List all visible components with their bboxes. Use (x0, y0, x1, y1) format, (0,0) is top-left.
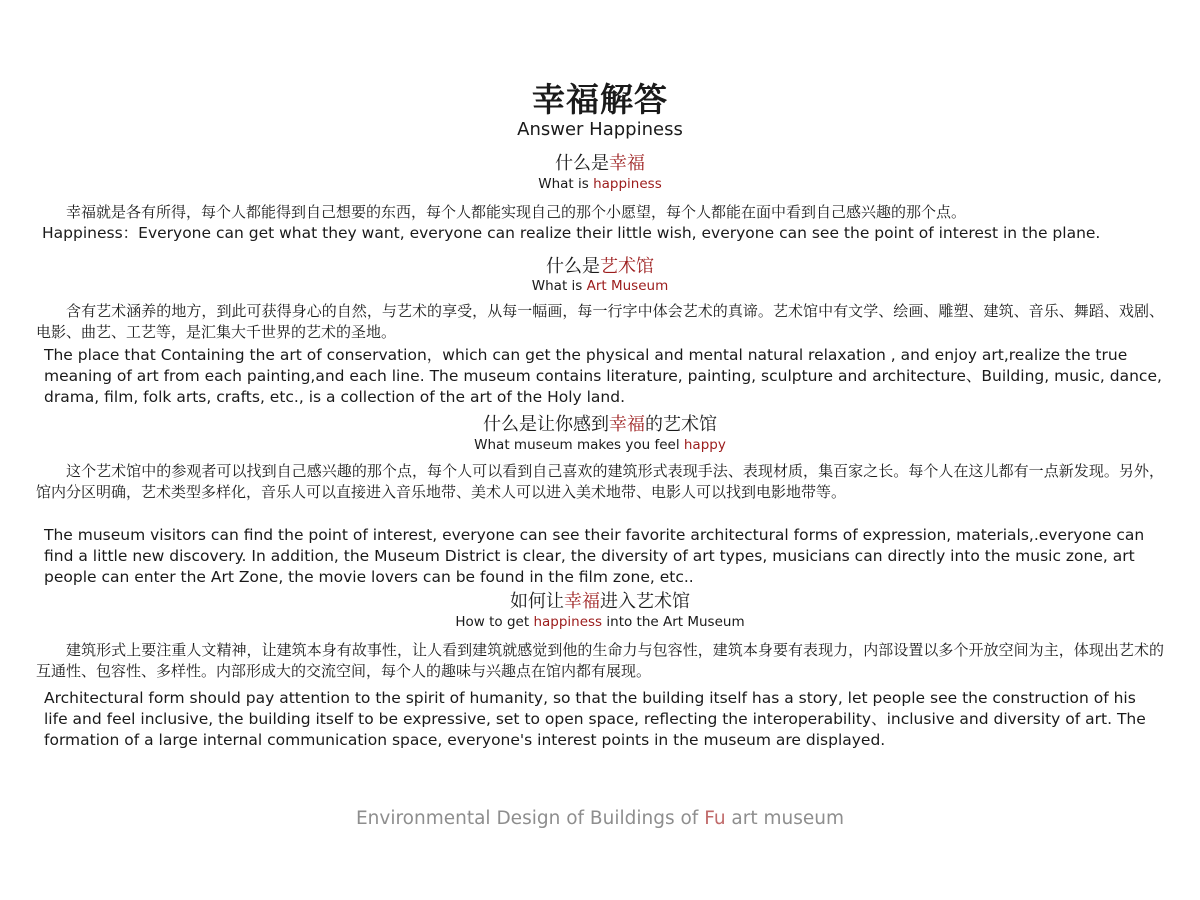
subheading-accent: happy (683, 437, 726, 453)
section-1-zh-body (36, 202, 1164, 223)
heading-text: 如何让 (510, 591, 564, 612)
subheading-text: What museum makes you feel (474, 437, 684, 453)
subheading-accent: Art Museum (586, 278, 669, 294)
subheading-text: How to get (455, 614, 534, 630)
section-3-en-body: The museum visitors can find the point of interest, everyone can see their favorite architectural forms of expression, materials,.everyone can find a little new discovery. In addition, the Museum District is clear, the diversity of art types, musicians can directly into the music zone, art people can enter the Art Zone, the movie lovers can be found in the film zone, etc.. (44, 526, 1145, 586)
section-4-heading (0, 591, 1200, 613)
subheading-text-end: into the Art Museum (602, 614, 745, 630)
footer-caption (0, 807, 1200, 831)
subheading-accent: happiness (593, 176, 662, 192)
page-title: 幸福解答 (532, 80, 668, 119)
footer-accent: Fu (704, 808, 726, 829)
section-2-zh-body (36, 301, 1164, 342)
section-3-heading (0, 414, 1200, 436)
section-2-subheading (0, 278, 1200, 295)
section-3-subheading (0, 437, 1200, 454)
heading-accent: 幸福 (564, 591, 600, 612)
subheading-accent: happiness (533, 614, 603, 630)
heading-text: 什么是 (546, 256, 600, 277)
footer-text: Environmental Design of Buildings of (355, 808, 705, 829)
heading-text-end: 的艺术馆 (645, 414, 717, 435)
footer-text-end: art museum (725, 808, 845, 829)
section-4-en-body: Architectural form should pay attention to the spirit of humanity, so that the building itself has a story, let people see the construction of his life and feel inclusive, the building itself to be expressive, set to open space, reflecting the interoperability、inclusive and diversity of art. The formation of a large internal communication space, everyone's interest points in the museum are displayed. (44, 689, 1146, 749)
body-text: 建筑形式上要注重人文精神，让建筑本身有故事性，让人看到建筑就感觉到他的生命力与包容性，建筑本身要有表现力，内部设置以多个开放空间为主，体现出艺术的互通性、包容性、多样性。内部形成大的交流空间，每个人的趣味与兴趣点在馆内都有展现。 (36, 641, 1164, 680)
heading-text-end: 进入艺术馆 (600, 591, 690, 612)
section-4-zh-body (36, 640, 1164, 681)
section-1-en-body: Happiness：Everyone can get what they want, everyone can realize their little wish, everyone can see the point of interest in the plane. (42, 224, 1101, 242)
heading-text: 什么是让你感到 (483, 414, 609, 435)
section-3-zh-body (36, 461, 1164, 502)
body-text: 含有艺术涵养的地方，到此可获得身心的自然，与艺术的享受，从每一幅画，每一行字中体会艺术的真谛。艺术馆中有文学、绘画、雕塑、建筑、音乐、舞蹈、戏剧、电影、曲艺、工艺等，是汇集大千世界的艺术的圣地。 (36, 302, 1164, 341)
body-text: 幸福就是各有所得，每个人都能得到自己想要的东西，每个人都能实现自己的那个小愿望，每个人都能在面中看到自己感兴趣的那个点。 (66, 203, 967, 221)
heading-accent: 艺术馆 (600, 256, 654, 277)
section-2-en-body: The place that Containing the art of conservation，which can get the physical and mental natural relaxation , and enjoy art,realize the true meaning of art from each painting,and each line. The museum contains literature, painting, sculpture and architecture、Building, music, dance, drama, film, folk arts, crafts, etc., is a collection of the art of the Holy land. (44, 346, 1162, 406)
page-subtitle: Answer Happiness (517, 119, 683, 140)
section-1-heading (0, 153, 1200, 175)
subheading-text: What is (538, 176, 594, 192)
section-1-subheading (0, 176, 1200, 193)
body-text: 这个艺术馆中的参观者可以找到自己感兴趣的那个点，每个人可以看到自己喜欢的建筑形式表现手法、表现材质，集百家之长。每个人在这儿都有一点新发现。另外，馆内分区明确，艺术类型多样化，音乐人可以直接进入音乐地带、美术人可以进入美术地带、电影人可以找到电影地带等。 (36, 462, 1164, 501)
section-2-heading (0, 256, 1200, 278)
section-4-subheading (0, 614, 1200, 631)
heading-accent: 幸福 (609, 153, 645, 174)
heading-accent: 幸福 (609, 414, 645, 435)
subheading-text: What is (531, 278, 587, 294)
heading-text: 什么是 (555, 153, 609, 174)
